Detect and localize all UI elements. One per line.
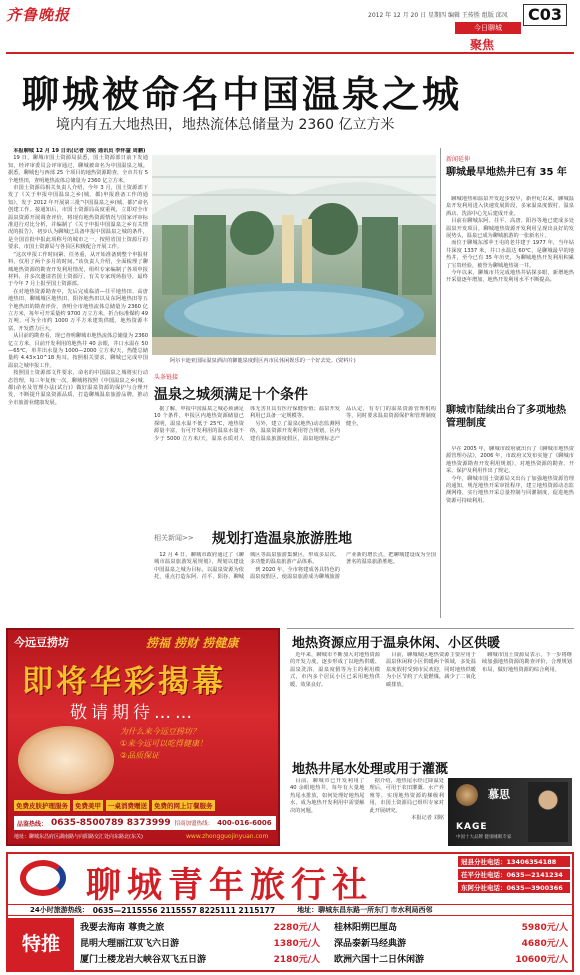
article-paragraph: 聊城市国土资源局表示，下一步将继续加强地热资源的勘查评价，合理规划布局，做好地热资源的综合利用。 xyxy=(482,652,572,673)
dish-image xyxy=(18,726,114,794)
route-name: 厦门土楼龙岩大峡谷双飞五日游 xyxy=(80,955,207,965)
article-paragraph: 近年来，聊城市不断加大对地热资源的开发力度，逐步形成了以地热供暖、温泉洗浴、温泉度假等为主的利用模式，市内多个居民小区已采用地热供暖，效果良好。 xyxy=(290,652,380,688)
promo-row xyxy=(14,800,276,811)
promo-badge: 免费美甲 xyxy=(75,802,101,810)
sidebar-paragraph: 目前在聊城东阿、茌平、高唐、阳谷等地已建成多处温泉开发项目，聊城地热资源开发利用呈现出良好的发展势头，温泉已成为聊城旅游的一张新名片。 xyxy=(446,218,574,240)
article-four-body xyxy=(290,652,572,752)
route-row xyxy=(334,936,568,952)
route-price: 2180元/人 xyxy=(273,955,320,965)
routes-left xyxy=(80,920,320,968)
lead-paragraph: 市国土资源局相关负责人介绍，今年 3 月，国土资源部下发了《关于申报中国温泉之乡(城、都)申报准备工作的通知》，发于 2012 年开展第三批“中国温泉之乡(城、都)”命名创建工作。接通知后，市国土资源局高度重视，立即对全市温泉资源开展调查评价，将现有地热资源情况与国家评审标准进行对比分析，并编制了《关于申报中国温泉之乡有关情况的报告》，初步认为聊城已具备申报中国温泉之城的条件，是全国首批申报此项称号的城市之一，按照省国土资源厅的要求，市国土资源局与各县区积极配合开展工作。 xyxy=(8,185,148,251)
promo-badge: 免费的网上订餐服务 xyxy=(154,802,213,810)
sidebar-body xyxy=(446,196,574,396)
promo-badge: 免费皮肤护理服务 xyxy=(16,802,68,810)
date-line: 2012 年 12 月 20 日 星期四 xyxy=(368,12,446,19)
restaurant-headline: 即将华彩揭幕 xyxy=(22,664,226,700)
route-name: 昆明大理丽江双飞六日游 xyxy=(80,939,180,949)
main-headline: 聊城被命名中国温泉之城 xyxy=(22,73,462,116)
article-three-title: 规划打造温泉旅游胜地 xyxy=(212,531,352,547)
travel-logo-icon xyxy=(20,860,66,896)
route-price: 4680元/人 xyxy=(521,939,568,949)
hotline-numbers: 0635—2115556 2115557 8225111 2115177 xyxy=(92,905,276,915)
route-row xyxy=(80,936,320,952)
editor-line: 编辑 王传胜 组版 邱凤 xyxy=(448,12,508,19)
bullet-line: 为什么来今远豆捞坊？ xyxy=(120,727,200,736)
newspaper-logo: 齐鲁晚报 xyxy=(6,6,71,24)
sidebar-title: 聊城最早地热井已有 35 年 xyxy=(446,167,567,178)
article-three-body xyxy=(154,552,436,622)
travel-branches xyxy=(458,856,570,893)
article-four-title: 地热资源应用于温泉休闲、小区供暖 xyxy=(292,636,501,651)
restaurant-phone-bar xyxy=(14,816,276,830)
travel-ad xyxy=(6,852,574,972)
mattress-tagline: KAGE xyxy=(456,822,488,832)
article-five-body xyxy=(290,778,444,846)
route-price: 10600元/人 xyxy=(515,955,568,965)
lead-paragraph: 19 日，聊城市国土资源局获悉，国土资源部日前下发通知，经评审委员会评审通过，聊城被命名为中国温泉之城。据悉，聊城也与西部 25 个项目的地热资源勘查，全市共有 5 个地热田，查明地热流体总储量为 2360 亿立方米。 xyxy=(8,155,148,184)
article-two-tag: 头条链接 xyxy=(154,374,179,381)
lead-paragraph: 在对地热资源勘查中，先后完成临清—茌平地热田、高唐地热田、聊城城区地热田、阳谷地热田以及东阿地热田等五个地热田的勘查评价，查明全市地热流体总储量为 2360 亿立方米，每年可开采量约 9700 万立方米，折合标准煤约 49 万吨，可为全市约 1000 万平方米建筑供暖，地热资源丰富，开发潜力巨大。 xyxy=(8,288,148,332)
route-name: 深品泰新马经典游 xyxy=(334,939,407,949)
sidebar-second-body xyxy=(446,446,574,616)
bullet-line: ②品质保证 xyxy=(120,751,160,760)
article-two-title: 温泉之城须满足十个条件 xyxy=(154,387,308,403)
lead-paragraph: 从目前的勘查看，现已查明聊城市地热流体总储量为 2360 亿立方米，目前开发利用的地热井 40 余眼，井口水温在 50—65℃，单井出水量为 1000—2000 立方米/天，热能总储量约 4.43×10^18 焦耳。按照相关要求，聊城已完成中国温泉之城申报工作。 xyxy=(8,333,148,369)
logo xyxy=(6,4,86,26)
sidebar-paragraph: 聊城地热和温泉开发起步较早，新世纪以来，聊城温泉开发利用进入快速发展阶段，多家温泉度假村、温泉酒店、洗浴中心先后建成开业。 xyxy=(446,196,574,217)
section-focus: 聚焦 xyxy=(470,38,495,52)
article-two-body xyxy=(154,406,436,524)
special-offer-label: 特推 xyxy=(8,918,74,970)
model-portrait xyxy=(528,782,568,842)
travel-address: 地址：聊城东昌东路一所东门 市水利局西邻 xyxy=(297,906,433,914)
photo-caption: 阿尔卡迪亚国际温泉酒店的御龍泉度假区内市民休闲娱乐的一个好去处。(资料片) xyxy=(170,358,356,364)
mattress-brand: 慕思 xyxy=(488,788,510,801)
restaurant-ad xyxy=(6,628,280,846)
sidebar-paragraph: 今年，聊城市国土资源局又出台了加强地热资源管理的通知，规范地热开采审批程序，建立地热资源动态监测网络，实行地热开采总量控制与回灌制度，促进地热资源可持续利用。 xyxy=(446,475,574,504)
route-name: 欧洲六国十二日休闲游 xyxy=(334,955,425,965)
lead-byline: 本报聊城 12 月 19 日讯(记者 刘铭 通讯员 李怀鋆 周鹏) xyxy=(13,148,146,154)
route-name: 我要去海南 尊贵之旅 xyxy=(80,923,165,933)
article-divider xyxy=(287,628,574,629)
travel-header xyxy=(8,854,454,906)
route-row xyxy=(80,920,320,936)
route-name: 桂林阳朔巴厘岛 xyxy=(334,923,398,933)
routes-right xyxy=(334,920,568,968)
restaurant-slogan: 捞福 捞财 捞健康 xyxy=(146,636,239,650)
restaurant-bullets xyxy=(120,726,274,794)
article-paragraph: 12 月 4 日，聊城市政府通过了《聊城市温泉旅游发展规划》，规划以建设中国温泉之城为目标，以温泉资源为依托，重点打造东阿、茌平、阳谷、聊城城区等温泉旅游集聚区，形成多层次、多功能的温泉旅游产品体系。 xyxy=(154,552,340,581)
mattress-line: 中国十大品牌 健康睡眠专家 xyxy=(456,835,512,840)
mattress-ad xyxy=(448,778,572,846)
sidebar-tag: 新闻延伸 xyxy=(446,156,471,163)
top-divider xyxy=(6,52,574,54)
national-label: 招商加盟热线： xyxy=(174,821,214,827)
route-row xyxy=(80,952,320,968)
route-price: 5980元/人 xyxy=(521,923,568,933)
branch-phone: 东阿分社电话：0635—3900366 xyxy=(458,882,570,893)
lead-paragraph: 按照国土资源部文件要求，命名的中国温泉之城将实行动态管理，每三年复核一次。聊城将按照《中国温泉之乡(城、都)命名及管理办法(试行)》做好温泉资源的保护与合理开发，不断提升温泉资源品质，打造聊城温泉旅游品牌，推动全市旅游业健康发展。 xyxy=(8,370,148,406)
article-paragraph: 目前，聊城市已开发利用了 40 余眼地热井，每年有大量地热尾水排放，如何处理好地热尾水，成为地热开发利用中需要解决的问题。 xyxy=(290,778,365,814)
promo-badge: 一桌消费赠送 xyxy=(108,802,147,810)
hot-spring-photo xyxy=(152,155,436,355)
article-paragraph: 到 2020 年，全市将建成各具特色的温泉度假区，使温泉旅游成为聊城旅游产业新的增长点，把聊城建设成为全国著名的温泉旅游胜地。 xyxy=(250,552,436,581)
restaurant-website: www.zhongguojinyuan.com xyxy=(186,833,269,840)
lead-paragraph: “这次申报工作时间紧、任务重，从开始准备到整个申报材料，仅用了两个多月的时间。”该负责人介绍，全面梳理了聊城地热资源的勘查开发利用情况，组织专家编制了各项申报材料，并多次邀请省国土资源厅、有关专家现场指导，最终于今年 7 月上报至国土资源部。 xyxy=(8,251,148,288)
article-paragraph: 据了解，申报中国温泉之城必须满足 10 个条件，申报区内地热资源储量已探明，温泉水温不低于 25℃，地热资源量丰富，有可开发利用的温泉水量不少于 5000 立方米/天，温泉水质对人体无害且具有医疗保健价值；温泉开发利用已具备一定规模等。 xyxy=(154,406,340,442)
route-row xyxy=(334,920,568,936)
travel-hotline-bar xyxy=(8,904,572,916)
restaurant-address: 地址：聊城东昌府区湖南路与向阳路交汇处向东路北(东关) xyxy=(14,834,143,840)
national-phone: 400-016-6006 xyxy=(217,819,272,827)
restaurant-subline: 敬请期待…… xyxy=(70,703,196,723)
travel-agency-name: 聊城青年旅行社 xyxy=(86,866,374,906)
sidebar-paragraph: 今年以来，聊城市共完成地热井钻探多眼，新增地热开采量逐年增加，地热开发利用水平不断提高。 xyxy=(446,270,574,284)
branch-phone: 茌平分社电话：0635—2141234 xyxy=(458,869,570,880)
article-three-tag: 相关新闻>> xyxy=(154,534,194,542)
subheadline: 境内有五大地热田，地热流体总储量为 2360 亿立方米 xyxy=(56,117,395,133)
photo-illustration xyxy=(152,155,436,355)
sidebar-paragraph: 早在 2005 年，聊城市政府就出台了《聊城市地热资源管理办法》，2006 年，市政府又发布实施了《聊城市地热资源勘查开发利用规划》，对地热资源的勘查、开采、保护及利用作出了规定。 xyxy=(446,446,574,475)
article-five-title: 地热井尾水处理或用于灌溉 xyxy=(292,762,449,777)
sidebar-paragraph: 而位于聊城东部苹王屯的老井建于 1977 年，当年钻井深度 1337 米，井口水温达 60℃，是聊城最早的地热井，至今已有 35 年历史，为聊城地热开发利用积累了宝贵经验，被誉为聊城地热第一井。 xyxy=(446,240,574,269)
lead-article xyxy=(8,148,148,662)
article-paragraph: 另外，建立了温泉(地热)动态监测网络，温泉资源开发利用符合规划，区内建有温泉旅游度假区，温泉地理标志产品认定，有专门的温泉资源管理机构等，同时要求温泉资源保护和管理制度健全。 xyxy=(250,406,436,442)
route-price: 2280元/人 xyxy=(273,923,320,933)
hotline-label: 24小时旅游热线： xyxy=(30,906,89,914)
restaurant-brand: 今远豆捞坊 xyxy=(14,636,69,649)
page-number: C03 xyxy=(523,4,567,26)
route-row xyxy=(334,952,568,968)
phone-label: 品鉴热线： xyxy=(17,820,48,828)
route-price: 1380元/人 xyxy=(273,939,320,949)
bullet-line: ①来今远可以吃得健康！ xyxy=(120,739,208,748)
article-five-reporter: 本报记者 刘铭 xyxy=(411,815,444,822)
column-divider xyxy=(440,148,441,618)
ad-emblem xyxy=(456,784,478,806)
branch-phone: 冠县分社电话：13406354188 xyxy=(458,856,570,867)
article-paragraph: 据介绍，地热尾水经过降温处理后，可用于农田灌溉、水产养殖等，实现地热资源的梯级利用，市国土资源局已组织专家对此开展研究。 xyxy=(369,778,444,814)
section-tag: 今日聊城 xyxy=(455,22,521,34)
article-paragraph: 目前，聊城城区地热资源主要应用于温泉休闲和小区供暖两个领域，多处温泉度假村受到市民欢迎，同时地热供暖为小区节约了大量燃煤，减少了二氧化碳排放。 xyxy=(386,652,476,688)
phone-numbers: 0635-8500789 8373999 xyxy=(51,818,171,828)
sidebar-second-title: 聊城市陆续出台了多项地热管理制度 xyxy=(446,405,566,429)
